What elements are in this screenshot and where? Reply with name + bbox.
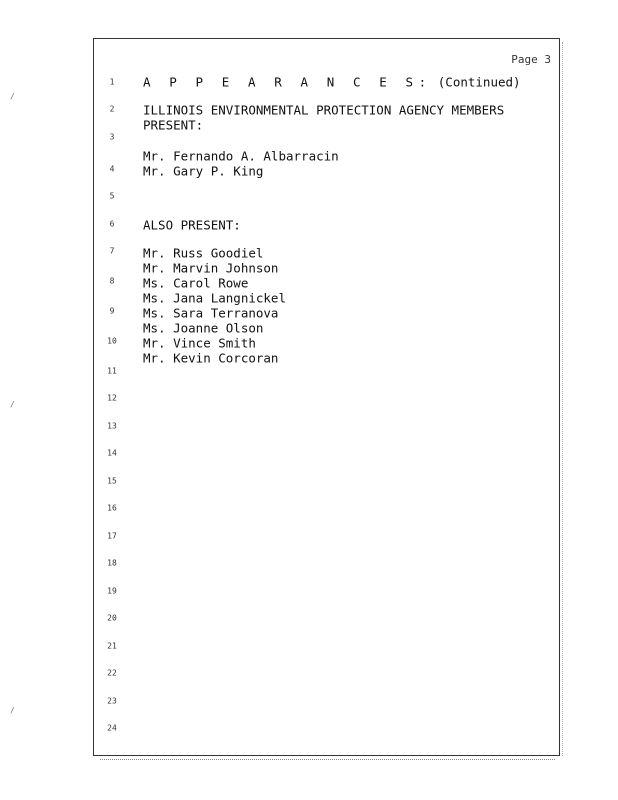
attendee-name: Mr. Marvin Johnson xyxy=(143,260,279,276)
attendee-name: Mr. Kevin Corcoran xyxy=(143,350,279,366)
line-number: 9 xyxy=(109,306,115,316)
attendee-name: Mr. Russ Goodiel xyxy=(143,245,264,261)
page-number: Page 3 xyxy=(511,53,551,66)
line-number: 13 xyxy=(107,421,117,431)
member-name: Mr. Gary P. King xyxy=(143,163,264,179)
attendee-name: Mr. Vince Smith xyxy=(143,335,256,351)
line-number: 12 xyxy=(107,393,117,403)
line-number: 6 xyxy=(109,219,115,229)
agency-heading-line-1: ILLINOIS ENVIRONMENTAL PROTECTION AGENCY MEMBERS xyxy=(143,102,505,118)
continued-label: (Continued) xyxy=(437,74,521,90)
margin-mark: / xyxy=(10,92,15,101)
line-number: 15 xyxy=(107,476,117,486)
line-number: 22 xyxy=(107,668,117,678)
page-bottom-dots xyxy=(100,759,555,761)
line-number: 21 xyxy=(107,641,117,651)
line-number: 5 xyxy=(109,191,115,201)
member-name: Mr. Fernando A. Albarracin xyxy=(143,148,339,164)
attendee-name: Ms. Jana Langnickel xyxy=(143,290,286,306)
appearances-title: A P P E A R A N C E S: xyxy=(143,74,432,90)
attendee-name: Ms. Joanne Olson xyxy=(143,320,264,336)
line-number: 7 xyxy=(109,246,115,256)
margin-mark: / xyxy=(10,706,15,715)
transcript-page xyxy=(93,38,560,756)
line-number: 17 xyxy=(107,531,117,541)
attendee-name: Ms. Sara Terranova xyxy=(143,305,279,321)
line-number: 24 xyxy=(107,723,117,733)
line-number: 2 xyxy=(109,104,115,114)
agency-heading-line-2: PRESENT: xyxy=(143,117,204,133)
line-number: 20 xyxy=(107,613,117,623)
line-number: 8 xyxy=(109,276,115,286)
page-edge-dots xyxy=(562,42,564,756)
appearances-heading xyxy=(143,75,521,90)
line-number: 1 xyxy=(109,77,115,87)
line-number: 4 xyxy=(109,164,115,174)
line-number: 14 xyxy=(107,448,117,458)
line-number: 16 xyxy=(107,503,117,513)
line-number: 19 xyxy=(107,586,117,596)
line-number: 11 xyxy=(107,366,117,376)
margin-mark: / xyxy=(10,400,15,409)
line-number: 3 xyxy=(109,132,115,142)
line-number: 10 xyxy=(107,336,117,346)
also-present-heading: ALSO PRESENT: xyxy=(143,217,241,233)
attendee-name: Ms. Carol Rowe xyxy=(143,275,249,291)
line-number: 23 xyxy=(107,696,117,706)
line-number: 18 xyxy=(107,558,117,568)
